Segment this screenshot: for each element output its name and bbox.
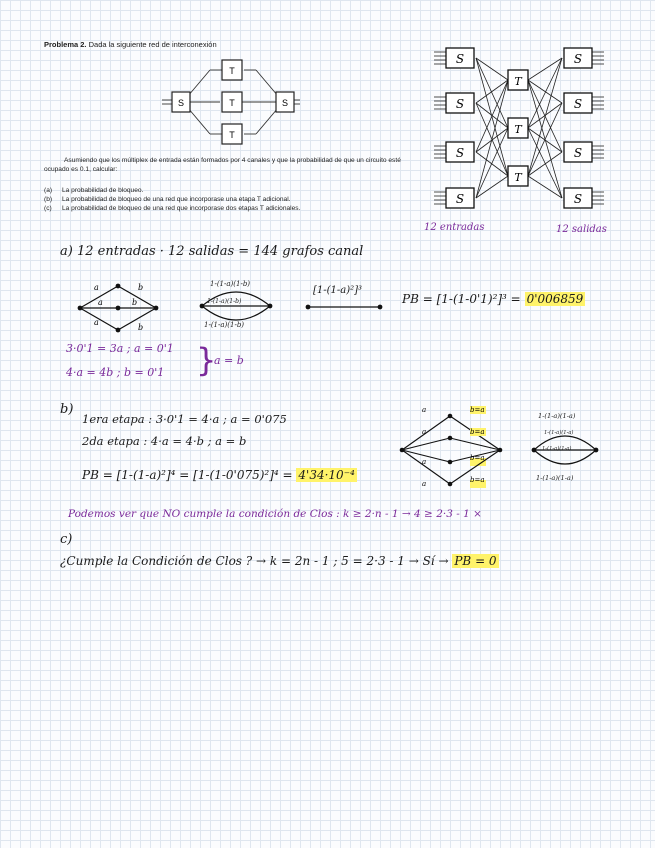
part-c-label: c)	[60, 532, 73, 547]
s-label: S	[455, 97, 465, 111]
edge-label-a: a	[94, 283, 99, 292]
node	[448, 460, 453, 465]
edge-label-a: a	[422, 406, 427, 414]
graph-a3	[304, 302, 384, 312]
handdrawn-clos-network	[430, 40, 610, 230]
outputs-label: 12 salidas	[556, 224, 607, 235]
problem-items	[44, 186, 300, 213]
s-label: S	[573, 52, 583, 66]
graph-a2-mid: 1-(1-a)(1-b)	[207, 298, 242, 305]
graph-b2-top: 1-(1-a)(1-a)	[538, 412, 576, 420]
edge-label-a: a	[94, 318, 99, 327]
problem-paragraph	[44, 156, 430, 174]
pb-b-formula: PB = [1-(1-a)²]⁴ = [1-(1-0'075)²]⁴ =	[82, 468, 293, 482]
item-label: (a)	[44, 187, 53, 194]
pb-b-result: 4'34·10⁻⁴	[298, 468, 355, 482]
t-label: T	[514, 75, 522, 88]
clos-question: ¿Cumple la Condición de Clos ? → k = 2n - 1 ; 5 = 2·3 - 1 → Sí →	[60, 554, 449, 568]
pb-a-result: 0'006859	[526, 292, 584, 306]
inputs-label: 12 entradas	[424, 222, 485, 233]
paragraph-line-2: ocupado es 0.1, calcular:	[44, 166, 118, 173]
t-label: T	[229, 98, 235, 108]
s-label: S	[177, 98, 185, 108]
edge-label-a: a	[422, 428, 427, 436]
item-text: La probabilidad de bloqueo de una red que incorporase dos etapas T adicionales.	[62, 205, 301, 212]
edge-label-b: b=a	[470, 476, 485, 484]
edge	[402, 450, 450, 484]
t-label: T	[514, 171, 522, 184]
node	[400, 448, 405, 453]
link-line	[528, 80, 562, 152]
graph-a2-top: 1-(1-a)(1-b)	[210, 280, 251, 288]
s-label: S	[573, 192, 583, 206]
s-label: S	[455, 146, 465, 160]
stage-2: 2da etapa : 4·a = 4·b ; a = b	[82, 434, 247, 448]
problem-network-diagram	[150, 56, 320, 152]
part-c-line	[60, 554, 499, 568]
item-label: (c)	[44, 205, 52, 212]
eq-a1: 3·0'1 = 3a ; a = 0'1	[66, 342, 174, 355]
s-label: S	[455, 52, 465, 66]
edge-label-b: b=a	[470, 406, 485, 414]
graph-a3-label: [1-(1-a)²]³	[313, 285, 363, 296]
graph-b2-in2: 1-(1-a)(1-a)	[542, 446, 572, 452]
s-label: S	[573, 146, 583, 160]
part-b-label: b)	[60, 402, 74, 417]
edge-label-b: b=a	[470, 428, 485, 436]
graph-a1	[76, 278, 160, 334]
edge-label-a: a	[98, 298, 103, 307]
pb-c-result: PB = 0	[454, 554, 497, 568]
edge-label-a: a	[422, 458, 427, 466]
graph-a2-bot: 1-(1-a)(1-b)	[204, 321, 245, 329]
edge-label-b: b	[138, 283, 144, 292]
clos-note: Podemos ver que NO cumple la condición de Clos : k ≥ 2·n - 1 → 4 ≥ 2·3 - 1 ×	[68, 508, 482, 520]
graph-b2-in1: 1-(1-a)(1-a)	[544, 430, 574, 436]
edge-label-b: b=a	[470, 454, 485, 462]
link-line	[476, 80, 508, 152]
link-line	[528, 152, 562, 176]
problem-item	[44, 186, 300, 195]
pb-a-formula: PB = [1-(1-0'1)²]³ =	[402, 292, 521, 306]
paragraph-line-1: Asumiendo que los múltiplex de entrada están formados por 4 canales y que la probabilidad de que un circuito esté	[64, 157, 401, 164]
item-label: (b)	[44, 196, 53, 203]
graph-b2-bot: 1-(1-a)(1-a)	[536, 474, 574, 482]
problem-title	[44, 40, 217, 49]
edge	[402, 438, 450, 450]
link-line	[476, 152, 508, 176]
node	[448, 436, 453, 441]
t-label: T	[229, 66, 235, 76]
problem-item	[44, 204, 300, 213]
problem-title-bold: Problema 2.	[44, 40, 87, 49]
eq-result: a = b	[214, 354, 244, 367]
edge-label-b: b	[138, 323, 144, 332]
edge-label-a: a	[422, 480, 427, 488]
pb-b	[82, 468, 357, 482]
graph-b1	[398, 406, 504, 490]
part-a-line: a) 12 entradas · 12 salidas = 144 grafos canal	[60, 244, 364, 259]
pb-a	[402, 292, 585, 306]
s-label: S	[455, 192, 465, 206]
item-text: La probabilidad de bloqueo.	[62, 187, 144, 194]
node	[448, 482, 453, 487]
item-text: La probabilidad de bloqueo de una red que incorporase una etapa T adicional.	[62, 196, 291, 203]
t-label: T	[229, 130, 235, 140]
eq-brace: }	[196, 341, 217, 379]
s-label: S	[573, 97, 583, 111]
problem-title-text: Dada la siguiente red de interconexión	[86, 40, 217, 49]
node	[448, 414, 453, 419]
eq-a2: 4·a = 4b ; b = 0'1	[66, 366, 165, 379]
t-label: T	[514, 123, 522, 136]
edge	[450, 438, 500, 450]
problem-item	[44, 195, 300, 204]
s-label: S	[281, 98, 289, 108]
stage-1: 1era etapa : 3·0'1 = 4·a ; a = 0'075	[82, 412, 287, 426]
node	[498, 448, 503, 453]
edge-label-b: b	[132, 298, 138, 307]
